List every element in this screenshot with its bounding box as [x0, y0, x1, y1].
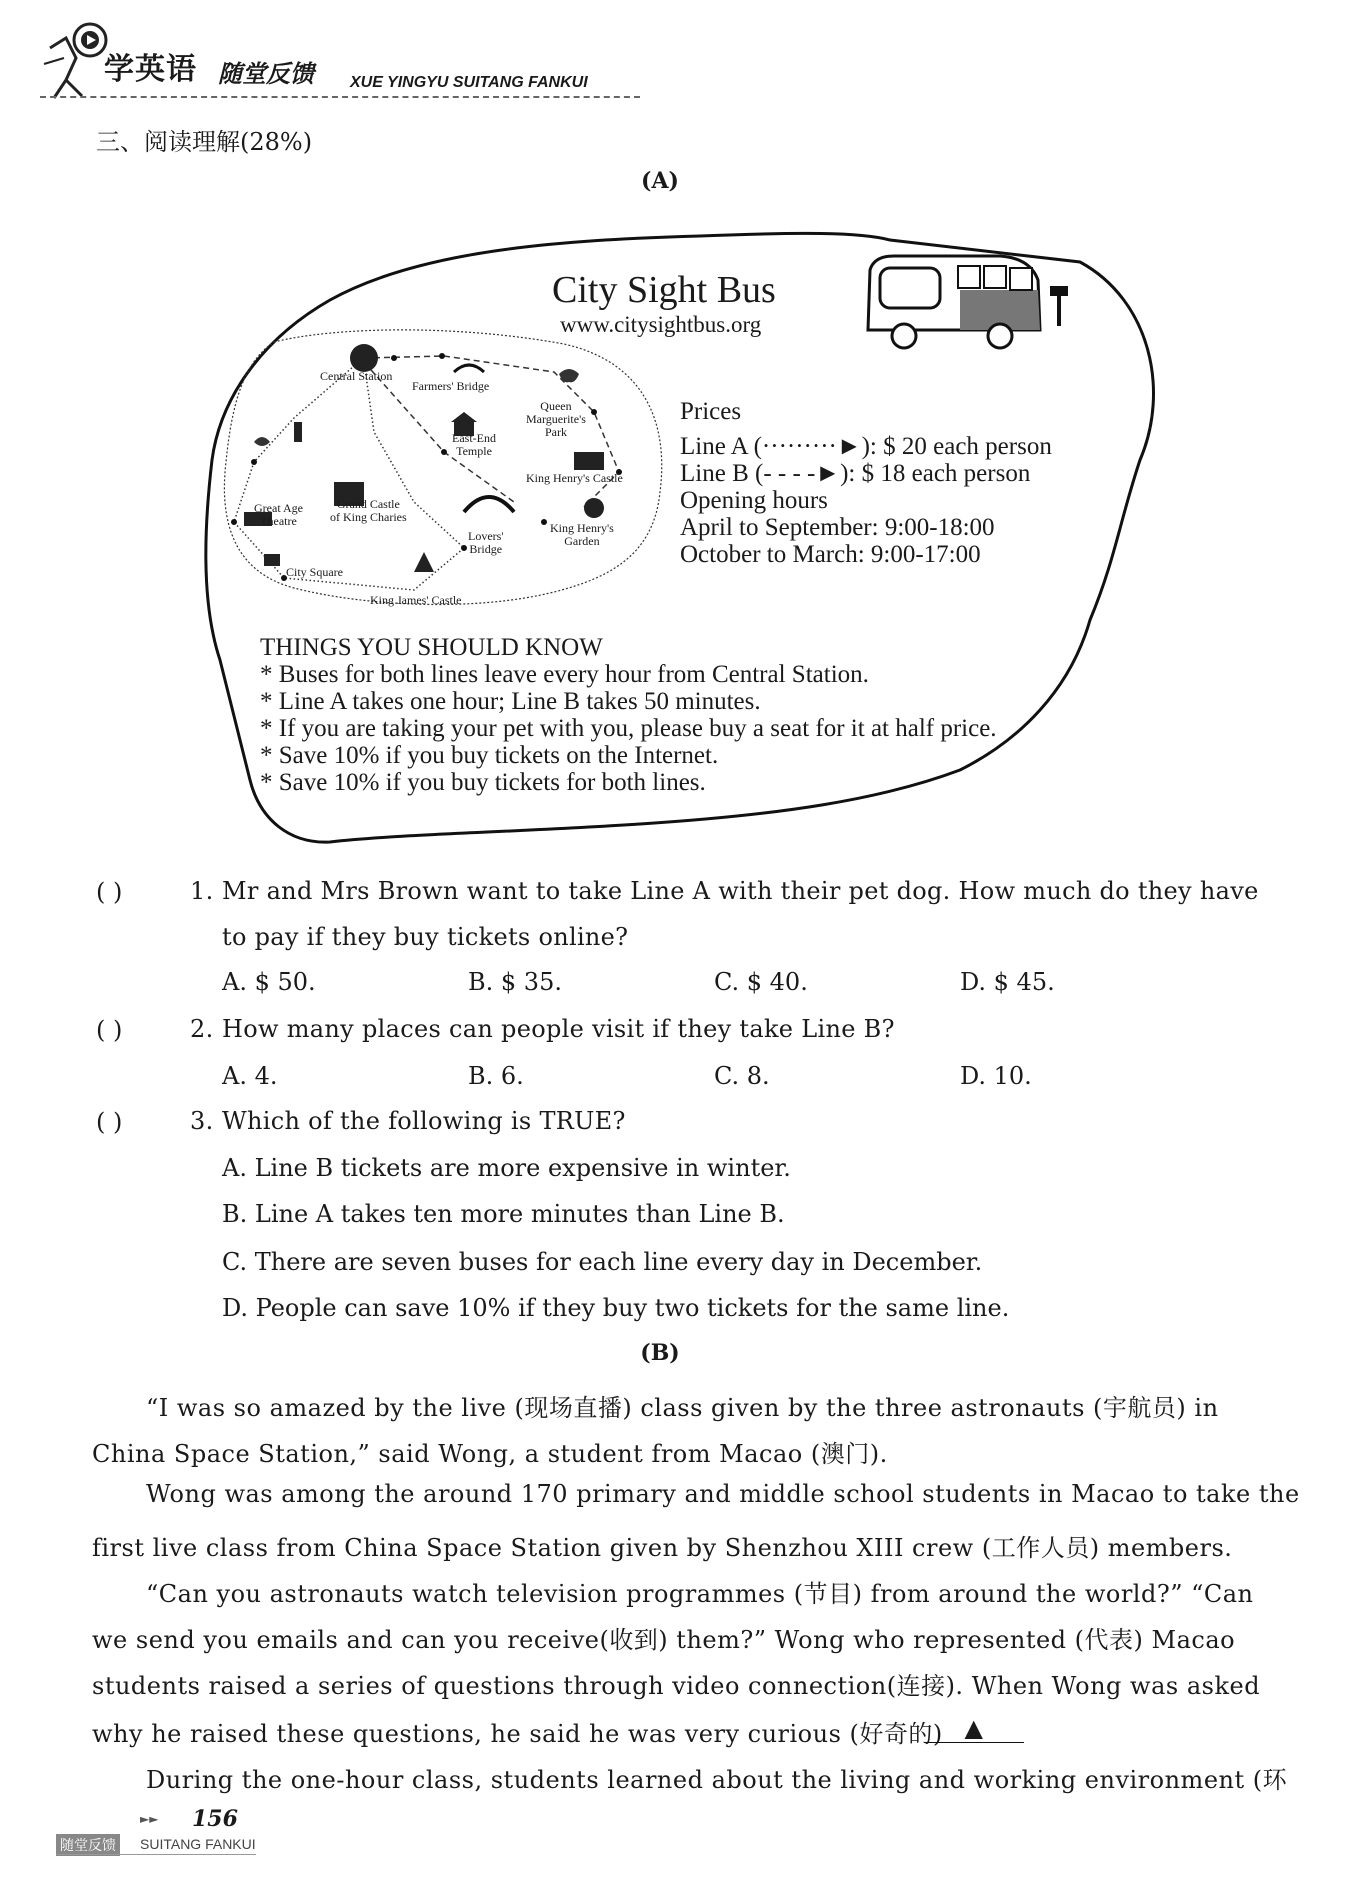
- prices-block: [680, 398, 1052, 568]
- hours-heading: Opening hours: [680, 487, 828, 514]
- answer-paren-3[interactable]: ( ): [96, 1108, 123, 1136]
- passage-line: “Can you astronauts watch television programmes (节目) from around the world?” “Can: [146, 1580, 1254, 1608]
- q3-option-a: A. Line B tickets are more expensive in winter.: [222, 1154, 791, 1182]
- answer-paren-2[interactable]: ( ): [96, 1016, 123, 1044]
- map-label-great-age-theatre: Great Age Theatre: [254, 501, 303, 528]
- footer-divider: [56, 1854, 256, 1855]
- map-label-lovers-bridge: Lovers' Bridge: [468, 529, 504, 556]
- poster-title: City Sight Bus: [552, 269, 776, 311]
- passage-line: Wong was among the around 170 primary and middle school students in Macao to take the: [146, 1480, 1300, 1508]
- know-heading: THINGS YOU SHOULD KNOW: [260, 634, 603, 661]
- map-label-king-henry-garden: King Henry's Garden: [550, 521, 614, 548]
- price-line-a: Line A (·········►): $ 20 each person: [680, 433, 1052, 460]
- header-subtitle: 随堂反馈: [218, 60, 314, 88]
- section-title: 三、阅读理解(28%): [96, 128, 313, 156]
- header-title: 学英语: [104, 52, 197, 87]
- q3-option-c: C. There are seven buses for each line every day in December.: [222, 1248, 983, 1276]
- know-item: * If you are taking your pet with you, please buy a seat for it at half price.: [260, 715, 997, 742]
- passage-line: “I was so amazed by the live (现场直播) class given by the three astronauts (宇航员) in: [146, 1394, 1219, 1422]
- prices-heading: Prices: [680, 398, 742, 425]
- know-item: * Save 10% if you buy tickets on the Internet.: [260, 742, 719, 769]
- hours-winter: October to March: 9:00-17:00: [680, 541, 981, 568]
- map-label-king-james-castle: King James' Castle: [370, 593, 462, 607]
- passage-line: first live class from China Space Station given by Shenzhou XIII crew (工作人员) members.: [92, 1534, 1233, 1562]
- route-map: [214, 322, 674, 612]
- q1-option-a: A. $ 50.: [222, 968, 316, 996]
- q1-option-b: B. $ 35.: [468, 968, 562, 996]
- hours-summer: April to September: 9:00-18:00: [680, 514, 995, 541]
- know-item: * Line A takes one hour; Line B takes 50 minutes.: [260, 688, 761, 715]
- q2-option-b: B. 6.: [468, 1062, 524, 1090]
- map-label-king-henry-castle: King Henry's Castle: [526, 471, 623, 485]
- page-number: 156: [192, 1806, 238, 1832]
- part-b-label: (B): [640, 1340, 680, 1366]
- passage-line: we send you emails and can you receive(收到) them?” Wong who represented (代表) Macao: [92, 1626, 1236, 1654]
- footer-tag: 随堂反馈: [56, 1834, 120, 1856]
- q3-option-b: B. Line A takes ten more minutes than Line B.: [222, 1200, 785, 1228]
- q3-option-d: D. People can save 10% if they buy two tickets for the same line.: [222, 1294, 1010, 1322]
- map-label-city-square: City Square: [286, 565, 343, 579]
- question-3-text: Which of the following is TRUE?: [222, 1107, 626, 1135]
- bus-icon: [850, 250, 1090, 360]
- map-label-central-station: Central Station: [320, 369, 393, 383]
- footer-arrows-icon: ►►: [140, 1812, 159, 1826]
- question-3-number: 3.: [190, 1107, 214, 1135]
- passage-line: students raised a series of questions through video connection(连接). When Wong was asked: [92, 1672, 1261, 1700]
- q1-option-d: D. $ 45.: [960, 968, 1055, 996]
- know-item: * Save 10% if you buy tickets for both lines.: [260, 769, 706, 796]
- passage-line: During the one-hour class, students learned about the living and working environment (环: [146, 1766, 1288, 1794]
- question-1-number: 1.: [190, 877, 214, 905]
- things-to-know: [260, 634, 997, 796]
- know-item: * Buses for both lines leave every hour from Central Station.: [260, 661, 869, 688]
- passage-line: China Space Station,” said Wong, a student from Macao (澳门).: [92, 1440, 888, 1468]
- question-1-text-cont: to pay if they buy tickets online?: [222, 923, 629, 951]
- part-a-label: (A): [641, 168, 679, 194]
- poster-url: www.citysightbus.org: [560, 312, 762, 337]
- question-2-text: How many places can people visit if they take Line B?: [222, 1015, 895, 1043]
- map-label-queen-park: Queen Marguerite's Park: [526, 399, 586, 439]
- q2-option-c: C. 8.: [714, 1062, 770, 1090]
- passage-line: why he raised these questions, he said he was very curious (好奇的): [92, 1720, 943, 1748]
- price-line-b: Line B (- - - -►): $ 18 each person: [680, 460, 1031, 487]
- q2-option-d: D. 10.: [960, 1062, 1032, 1090]
- header-pinyin: XUE YINGYU SUITANG FANKUI: [350, 74, 588, 91]
- map-label-east-end-temple: East-End Temple: [452, 431, 496, 458]
- answer-paren-1[interactable]: ( ): [96, 878, 123, 906]
- q2-option-a: A. 4.: [222, 1062, 278, 1090]
- answer-blank[interactable]: ▲: [924, 1714, 1024, 1743]
- question-1-text: Mr and Mrs Brown want to take Line A with their pet dog. How much do they have: [222, 877, 1259, 905]
- q1-option-c: C. $ 40.: [714, 968, 808, 996]
- map-label-farmers-bridge: Farmers' Bridge: [412, 379, 490, 393]
- question-2-number: 2.: [190, 1015, 214, 1043]
- map-label-grand-castle: Grand Castle of King Charies: [330, 497, 407, 524]
- footer-tag-en: SUITANG FANKUI: [140, 1836, 256, 1852]
